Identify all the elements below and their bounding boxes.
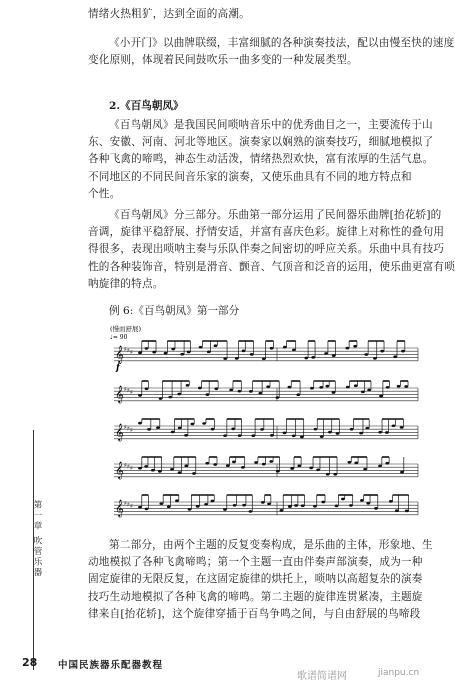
note-head [386,386,390,389]
text-line: 《小开门》以曲牌联缀，丰富细腻的各种演奏技法，配以由慢至快的速度 [109,37,455,49]
sharp-icon: ♯ [130,349,133,357]
note-head [348,461,352,464]
staff-systems [114,341,418,517]
note-head [397,385,401,388]
text-line: 动地模拟了各种飞禽啼鸣；第一个主题一直由伴奏声部演奏，成为一种 [88,556,423,569]
note-head [364,353,368,356]
note-head [354,462,358,465]
note-head [296,393,300,396]
paragraph-bainiao-intro [88,117,434,203]
note-head [159,502,163,505]
text-line: 《百鸟朝凤》是我国民间唢呐音乐中的优秀曲目之一，主要流传于山 [109,119,433,131]
text-line: 情绪火热粗犷，达到全面的高潮。 [88,8,250,20]
note-head [187,351,191,354]
note-head [319,386,323,389]
note-head [335,505,339,508]
note-head [229,389,233,392]
note-head [404,385,408,388]
note-head [389,500,393,503]
note-head [258,392,262,395]
note-head [159,397,163,400]
note-head [301,504,305,507]
note-head [309,467,313,470]
note-head [401,350,405,353]
sharp-icon: ♯ [130,503,133,511]
note-head [359,432,363,435]
note-head [152,351,156,354]
note-head [349,504,353,507]
note-head [254,461,258,464]
tempo-value: ♩= 90 [110,334,128,341]
note-head [373,357,377,360]
note-head [288,386,292,389]
note-head [385,431,389,434]
note-head [260,428,264,431]
note-head [231,428,235,431]
treble-clef-icon: 𝄞 [115,499,124,517]
note-head [395,509,399,512]
sharp-icon: ♯ [124,462,127,469]
note-head [138,506,142,509]
note-head [171,431,175,434]
text-line: 各种飞禽的啼鸣，神态生动活泼，情绪热烈欢快，富有浓厚的生活气息。 [88,153,434,166]
note-head [316,468,320,471]
text-line: 第二部分，由两个主题的反复变奏构成，是乐曲的主体，形象地、生 [109,539,433,551]
note-head [213,463,217,466]
watermark-text: 歌谱简谱网 [297,671,347,682]
example-title: 例 6:《百鸟朝凤》第一部分 [109,305,240,317]
note-head [241,466,245,469]
note-head [297,464,301,467]
note-head [196,505,200,508]
treble-clef-icon: 𝄞 [115,461,124,479]
sharp-icon: ♯ [124,346,127,353]
note-head [378,431,382,434]
note-head [186,384,190,387]
tempo-marking: (慢而舒展) [110,325,142,333]
note-head [235,357,239,360]
note-head [242,350,246,353]
note-head [324,352,328,355]
note-head [205,393,209,396]
sharp-icon: ♯ [127,463,130,471]
music-score [96,322,426,532]
note-head [145,508,149,511]
note-head [171,348,175,351]
book-title: 中国民族器乐配器教程 [58,660,164,671]
sharp-icon: ♯ [124,500,127,507]
note-head [270,434,274,437]
text-line: 音调，旋律平稳舒展、抒情安适，并富有喜庆色彩。旋律上对称性的叠句用 [88,226,445,239]
note-head [276,470,280,473]
treble-clef-icon: 𝄞 [115,423,124,441]
note-head [250,353,254,356]
note-head [314,428,318,431]
note-head [290,467,294,470]
note-head [333,473,337,476]
staff-system [114,495,418,517]
note-head [320,435,324,438]
note-head [336,432,340,435]
sharp-icon: ♯ [130,389,133,397]
text-line: 技巧生动地模拟了各种飞禽的啼鸣。第二主题的旋律连贯紧凑，主题旋 [88,590,423,603]
text-line: 《百鸟朝凤》分三部分。乐曲第一部分运用了民间器乐曲牌[抬花轿]的 [109,209,442,221]
note-head [294,504,298,507]
text-line: 不同地区的不同民间音乐家的演奏，又使乐曲具有不同的地方特点和 [88,170,412,183]
staff-system [114,457,418,479]
paragraph-bainiao-part1 [88,207,455,293]
note-head [378,465,382,468]
note-head [341,498,345,501]
note-head [184,434,188,437]
sharp-icon: ♯ [127,347,130,355]
watermark-url: jianpu.cn [378,668,420,678]
note-head [198,387,202,390]
note-head [205,462,209,465]
chapter-margin-label: 第一章 吹管乐器 [32,500,42,579]
note-head [144,465,148,468]
note-head [269,460,273,463]
note-head [292,434,296,437]
note-head [270,347,274,350]
note-head [151,469,155,472]
note-head [214,344,218,347]
note-head [275,396,279,399]
note-head [177,393,181,396]
note-head [400,471,404,474]
note-head [261,501,265,504]
text-line: 律来自[抬花轿]，这个旋律穿插于百鸟争鸣之间，与自由舒展的鸟啼段 [88,607,421,620]
paragraph-bainiao-part2 [88,537,433,623]
note-head [346,386,350,389]
note-head [267,503,271,506]
note-head [191,423,195,426]
text-line: 性的各种装饰音，特别是滑音、颤音、气顶音和泛音的运用，使乐曲更富有唢 [88,260,455,273]
text-line: 呐旋律的特点。 [88,277,164,290]
note-head [223,357,227,360]
note-head [304,357,308,360]
paragraph-intro-tail [88,6,418,23]
note-head [310,387,314,390]
sharp-icon: ♯ [127,425,130,433]
note-head [238,434,242,437]
note-head [138,352,142,355]
note-head [156,426,160,429]
note-head [321,501,325,504]
note-head [138,422,142,425]
note-head [249,390,253,393]
note-head [332,354,336,357]
note-head [328,431,332,434]
note-head [211,500,215,503]
note-head [226,464,230,467]
note-head [168,396,172,399]
note-head [363,468,367,471]
sharp-icon: ♯ [124,386,127,393]
paragraph-xiaokaimen [88,35,455,69]
note-head [184,464,188,467]
note-head [326,473,330,476]
note-head [207,350,211,353]
note-head [223,434,227,437]
note-head [366,502,370,505]
note-head [379,395,383,398]
note-head [249,510,253,513]
note-head [288,505,292,508]
sharp-icon: ♯ [127,501,130,509]
page-number: 28 [22,656,38,669]
note-head [192,472,196,475]
note-head [361,390,365,393]
text-line: 个性。 [88,187,121,200]
note-head [167,505,171,508]
note-head [251,434,255,437]
note-head [367,389,371,392]
note-head [280,509,284,512]
note-head [385,462,389,465]
sharp-icon: ♯ [130,427,133,435]
note-head [178,471,182,474]
note-head [145,347,149,350]
note-head [223,508,227,511]
note-head [175,499,179,502]
note-head [400,426,404,429]
note-head [345,347,349,350]
note-head [392,424,396,427]
note-head [313,505,317,508]
note-head [204,503,208,506]
note-head [178,427,182,430]
note-head [311,356,315,359]
note-head [158,470,162,473]
treble-clef-icon: 𝄞 [115,385,124,403]
text-line: 固定旋律的无限反复，在这固定旋律的烘托上，唢呐以高超复杂的演奏 [88,573,423,586]
note-head [266,385,270,388]
note-head [242,504,246,507]
note-head [211,428,215,431]
sharp-icon: ♯ [124,424,127,431]
staff-system [114,381,418,403]
text-line: 变化原则，体现着民间鼓吹乐一曲多变的一种发展类型。 [88,54,358,67]
note-head [353,345,357,348]
note-head [283,346,287,349]
note-head [232,460,236,463]
staff-system [114,341,418,363]
note-head [199,346,203,349]
note-head [283,431,287,434]
note-head [138,467,142,470]
note-head [262,463,266,466]
note-head [405,510,409,513]
staff-system [114,419,418,441]
text-line: 得很多，表现出唢呐主奏与乐队伴奏之间密切的呼应关系。乐曲中具有技巧 [88,243,445,256]
note-head [393,355,397,358]
text-line: 东、安徽、河南、河北等地区。演奏家以娴熟的演奏技巧，细腻地模拟了 [88,136,434,149]
note-head [300,436,304,439]
note-head [145,387,149,390]
treble-clef-icon: 𝄞 [115,345,124,363]
dynamic-marking: f [116,363,120,373]
note-head [238,390,242,393]
note-head [380,350,384,353]
note-head [354,384,358,387]
note-head [233,504,237,507]
note-head [292,349,296,352]
note-head [214,387,218,390]
note-head [180,353,184,356]
sharp-icon: ♯ [130,465,133,473]
note-head [374,507,378,510]
note-head [170,468,174,471]
note-head [332,391,336,394]
note-head [360,499,364,502]
note-head [202,422,206,425]
note-head [325,385,329,388]
note-head [147,428,151,431]
note-head [138,394,142,397]
section-heading: 2.《百鸟朝凤》 [109,100,184,112]
note-head [164,352,168,355]
note-head [365,427,369,430]
note-head [262,357,266,360]
sharp-icon: ♯ [127,387,130,395]
note-head [350,428,354,431]
note-head [188,508,192,511]
